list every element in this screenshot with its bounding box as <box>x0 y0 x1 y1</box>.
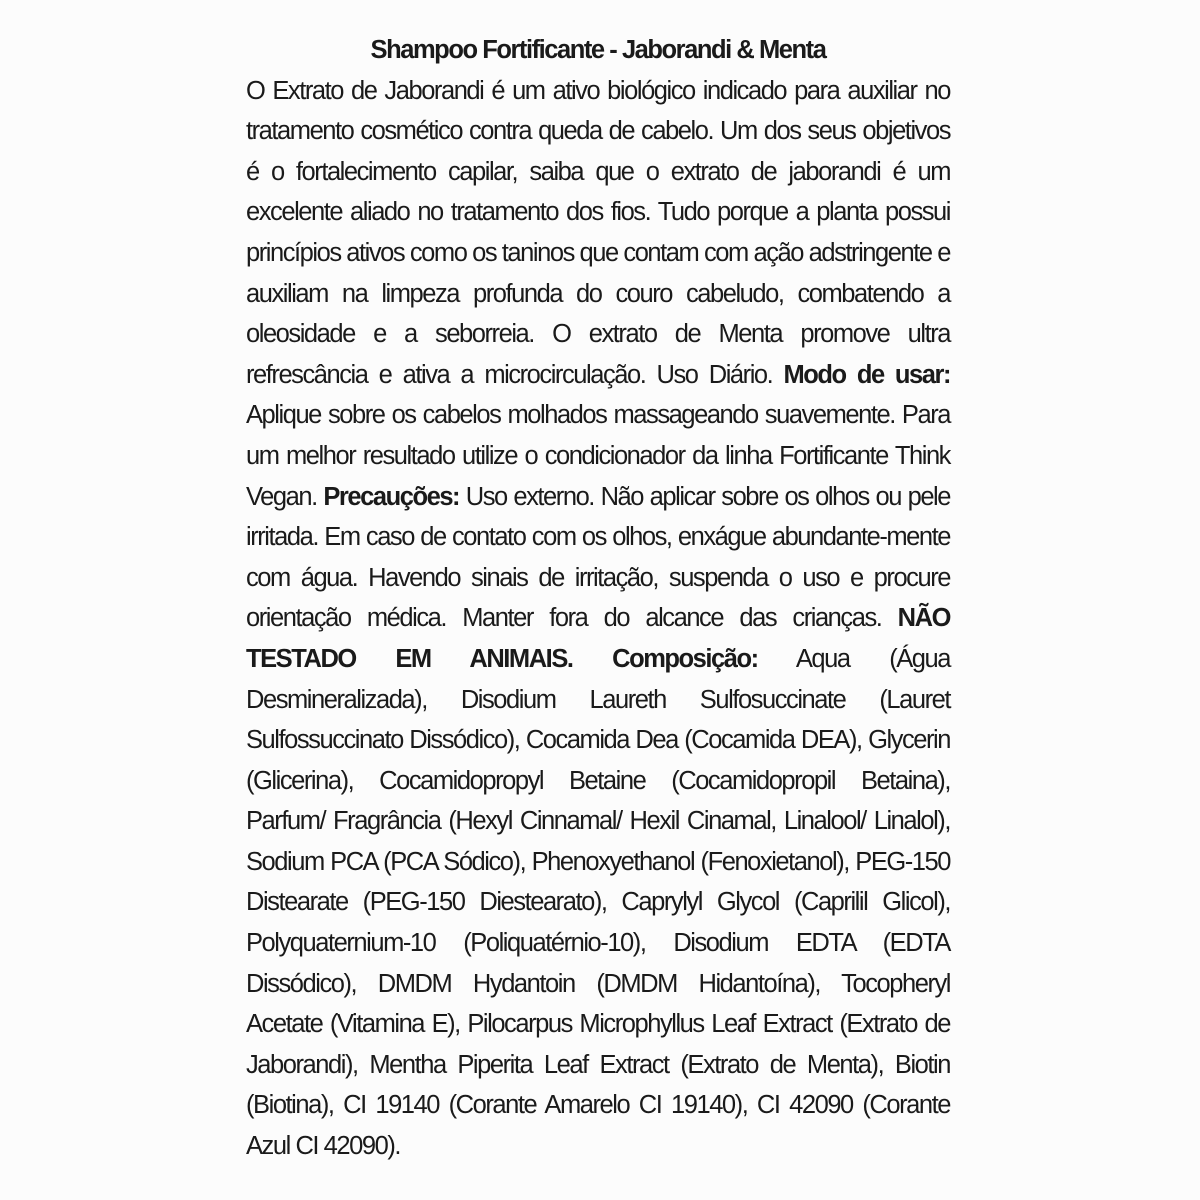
usage-label: Modo de usar: <box>783 360 951 389</box>
product-body-text <box>246 71 950 1167</box>
composition-text: Aqua (Água Desmineralizada), Disodium Laureth Sulfosuccinate (Lauret Sulfossuccinato Dissódico), Cocamida Dea (Cocamida DEA), Glycerin (Glicerina), Cocamidopropyl Betaine (Cocamidopropil Betaina), Parfum/ Fragrância (Hexyl Cinnamal/ Hexil Cinamal, Linalool/ Linalol), Sodium PCA (PCA Sódico), Phenoxyethanol (Fenoxietanol), PEG-150 Distearate (PEG-150 Diestearato), Caprylyl Glycol (Caprilil Glicol), Polyquaternium-10 (Poliquatérnio-10), Disodium EDTA (EDTA Dissódico), DMDM Hydantoin (DMDM Hidantoína), Tocopheryl Acetate (Vitamina E), Pilocarpus Microphyllus Leaf Extract (Extrato de Jaborandi), Mentha Piperita Leaf Extract (Extrato de Menta), Biotin (Biotina), CI 19140 (Corante Amarelo CI 19140), CI 42090 (Corante Azul CI 42090). <box>246 644 951 1161</box>
precautions-label: Precauções: <box>323 482 460 511</box>
product-description: O Extrato de Jaborandi é um ativo biológico indicado para auxiliar no tratamento cosmético contra queda de cabelo. Um dos seus objetivos é o fortalecimento capilar, saiba que o extrato de jaborandi é um excelente aliado no tratamento dos fios. Tudo porque a planta possui princípios ativos como os taninos que contam com ação adstringente e auxiliam na limpeza profunda do couro cabeludo, combatendo a oleosidade e a seborreia. O extrato de Menta promove ultra refrescância e ativa a microcirculação. Uso Diário. <box>246 76 950 389</box>
usage-text: Aplique sobre os cabelos molhados massageando suavemente. Para um melhor resultado utilize o condicionador da linha Fortificante Think Vegan. <box>246 401 950 511</box>
composition-label: Composição: <box>612 644 758 673</box>
not-tested-on-animals: NÃO TESTADO EM ANIMAIS. <box>246 604 950 673</box>
precautions-text-part-2: mente com água. Havendo sinais de irritação, suspenda o uso e procure orientação médica. Manter fora do alcance das crianças. <box>246 523 950 633</box>
product-title: Shampoo Fortificante - Jaborandi & Menta <box>370 36 826 64</box>
product-info-text-block <box>246 30 950 1167</box>
precautions-text-part-1: Uso externo. Não aplicar sobre os olhos ou pele irritada. Em caso de contato com os olhos, enxágue abundante- <box>246 482 951 552</box>
